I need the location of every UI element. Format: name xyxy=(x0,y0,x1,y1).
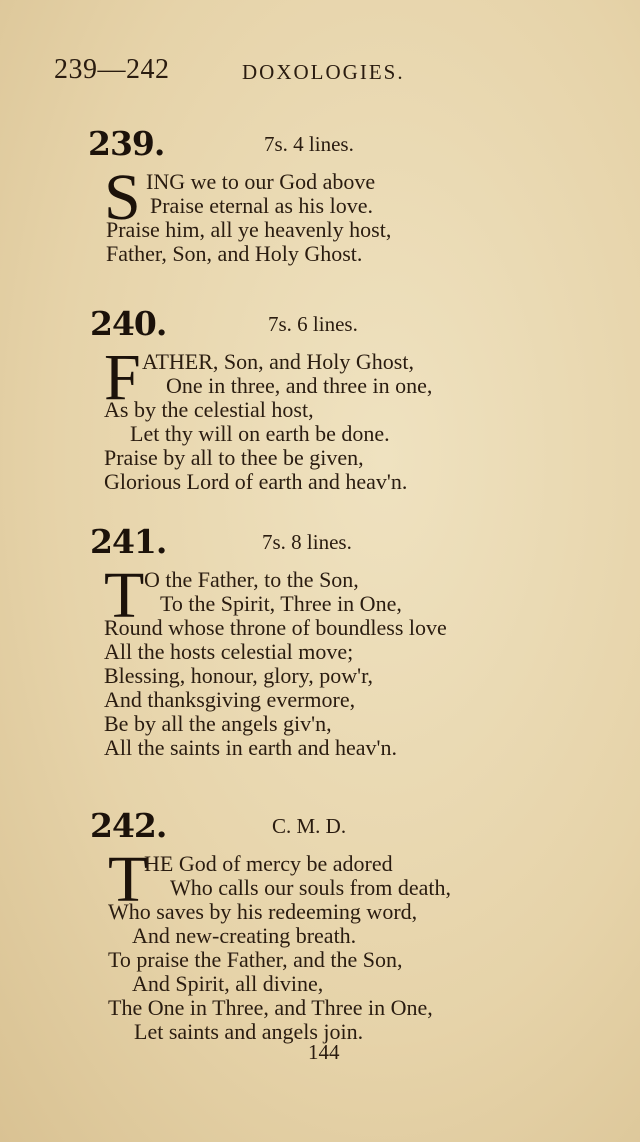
verse-line: Who saves by his redeeming word, xyxy=(108,899,418,924)
drop-cap: S xyxy=(104,161,141,234)
drop-cap: T xyxy=(104,559,145,632)
verse-line: HE God of mercy be adored xyxy=(144,851,393,876)
hymn-number: 239. xyxy=(88,124,165,163)
verse-line: Blessing, honour, glory, pow'r, xyxy=(104,663,374,688)
verse-line: Glorious Lord of earth and heav'n. xyxy=(104,469,408,494)
hymn-meter: 7s. 8 lines. xyxy=(262,530,352,554)
hymn-241 xyxy=(0,522,640,760)
verse-line: And Spirit, all divine, xyxy=(132,971,324,996)
verse-line: Be by all the angels giv'n, xyxy=(104,711,332,736)
verse-line: Praise him, all ye heavenly host, xyxy=(106,217,392,242)
verse-line: Round whose throne of boundless love xyxy=(104,615,447,640)
verse-line: Let saints and angels join. xyxy=(134,1019,364,1044)
verse-line: ING we to our God above xyxy=(146,169,376,194)
verse-line: O the Father, to the Son, xyxy=(144,567,359,592)
header-section-title: DOXOLOGIES. xyxy=(242,60,405,84)
verse-line: ATHER, Son, and Holy Ghost, xyxy=(142,349,414,374)
verse-line: Let thy will on earth be done. xyxy=(130,421,390,446)
verse-line: And new-creating breath. xyxy=(132,923,357,948)
drop-cap: T xyxy=(108,843,149,916)
hymn-240 xyxy=(0,304,640,494)
verse-line: The One in Three, and Three in One, xyxy=(108,995,433,1020)
hymn-meter: C. M. D. xyxy=(272,814,347,838)
verse-line: All the hosts celestial move; xyxy=(104,639,354,664)
hymn-number: 242. xyxy=(90,806,167,845)
header-hymn-range: 239—242 xyxy=(54,54,170,85)
verse-line: Who calls our souls from death, xyxy=(170,875,452,900)
verse-line: And thanksgiving evermore, xyxy=(104,687,356,712)
verse-line: Praise by all to thee be given, xyxy=(104,445,364,470)
hymn-number: 240. xyxy=(90,304,167,343)
drop-cap: F xyxy=(104,341,141,414)
hymn-239 xyxy=(0,124,640,266)
page-number: 144 xyxy=(308,1040,340,1064)
verse-line: To praise the Father, and the Son, xyxy=(108,947,403,972)
running-header xyxy=(54,54,454,88)
hymn-242 xyxy=(0,806,640,1044)
verse-line: As by the celestial host, xyxy=(104,397,314,422)
hymn-meter: 7s. 4 lines. xyxy=(264,132,354,156)
hymn-meter: 7s. 6 lines. xyxy=(268,312,358,336)
verse-line: Father, Son, and Holy Ghost. xyxy=(106,241,363,266)
verse-line: Praise eternal as his love. xyxy=(150,193,373,218)
verse-line: To the Spirit, Three in One, xyxy=(160,591,402,616)
verse-line: All the saints in earth and heav'n. xyxy=(104,735,397,760)
verse-line: One in three, and three in one, xyxy=(166,373,433,398)
hymn-number: 241. xyxy=(90,522,167,561)
